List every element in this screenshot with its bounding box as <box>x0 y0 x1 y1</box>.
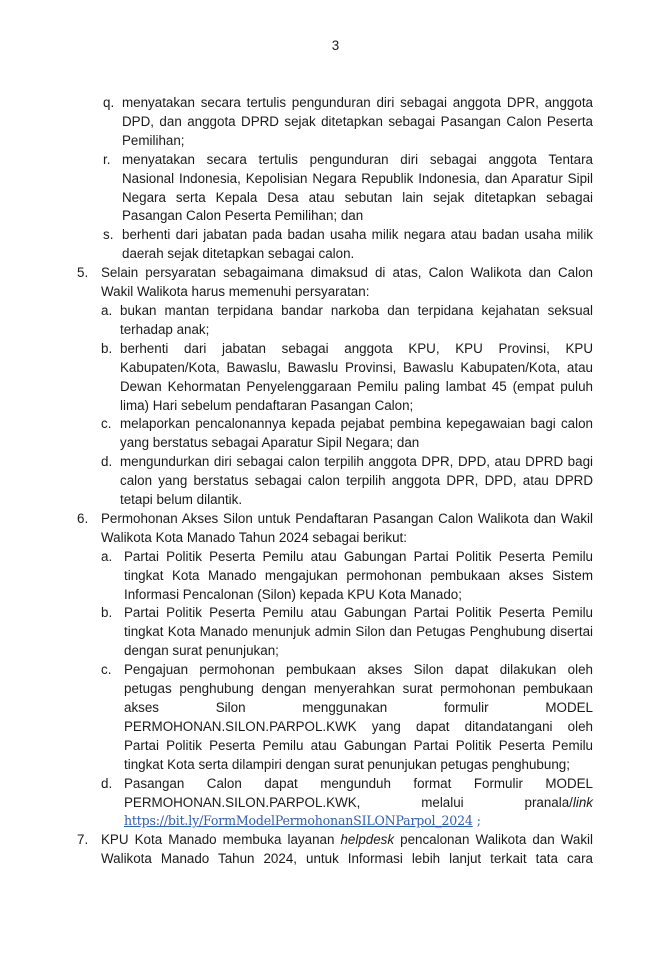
list-marker: b. <box>101 340 113 356</box>
text-line: menyatakan secara tertulis pengunduran diri sebagai anggota Tentara <box>122 151 593 167</box>
list-item-5b <box>101 340 593 416</box>
text-line: dengan surat penunjukan; <box>124 643 279 659</box>
text-line: bukan mantan terpidana bandar narkoba dan terpidana kejahatan seksual <box>120 302 593 318</box>
list-marker: a. <box>101 548 113 564</box>
text-line: Walikota Kota Manado Tahun 2024 sebagai berikut: <box>101 529 407 545</box>
list-marker: s. <box>103 227 114 243</box>
list-item-6a <box>101 548 593 605</box>
text-line: DPD, dan anggota DPRD sejak ditetapkan sebagai Pasangan Calon Peserta <box>122 113 593 129</box>
text-line: tingkat Kota Manado menunjuk admin Silon dan Petugas Penghubung disertai <box>124 624 593 640</box>
text-line: petugas penghubung dengan menyerahkan surat permohonan pembukaan <box>124 681 593 697</box>
form-download-link[interactable]: https://bit.ly/FormModelPermohonanSILONParpol_2024 <box>124 813 473 829</box>
text-line: Wakil Walikota harus memenuhi persyaratan: <box>101 284 370 300</box>
text-line: Walikota Manado Tahun 2024, untuk Informasi lebih lanjut terkait tata cara <box>101 851 593 867</box>
text-line: terhadap anak; <box>120 321 210 337</box>
text-line: Kabupaten/Kota, Bawaslu, Bawaslu Provinsi, Bawaslu Kabupaten/Kota, atau <box>120 359 593 375</box>
text-line: Informasi Pencalonan (Silon) kepada KPU Kota Manado; <box>124 586 462 602</box>
text-line: Negara serta Kepala Desa atau sebutan lain sejak ditetapkan sebagai <box>122 189 593 205</box>
text-line: menyatakan secara tertulis pengunduran diri sebagai anggota DPR, anggota <box>122 95 593 110</box>
list-marker: 7. <box>77 832 89 848</box>
text-line: Partai Politik Peserta Pemilu atau Gabungan Partai Politik Peserta Pemilu <box>124 605 593 621</box>
list-marker: b. <box>101 605 113 621</box>
text-line: Pasangan Calon dapat mengunduh format Formulir MODEL <box>124 775 593 791</box>
list-marker: c. <box>101 662 112 678</box>
text-line: Pemilihan; <box>122 132 185 148</box>
list-item-5 <box>77 264 593 510</box>
text-line: Partai Politik Peserta Pemilu atau Gabungan Partai Politik Peserta Pemilu <box>124 548 593 564</box>
text-line: Dewan Kehormatan Penyelenggaraan Pemilu paling lambat 45 (empat puluh <box>120 378 593 394</box>
page-number: 3 <box>331 38 340 53</box>
continued-list <box>103 94 593 264</box>
list-item-5d <box>101 453 593 510</box>
text-line: berhenti dari jabatan sebagai anggota KPU, KPU Provinsi, KPU <box>120 340 593 356</box>
text-line: tetapi belum dilantik. <box>120 492 243 508</box>
list-marker: 6. <box>77 510 89 526</box>
text-line: Pengajuan permohonan pembukaan akses Silon dapat dilakukan oleh <box>124 662 593 678</box>
text-line: tingkat Kota Manado mengajukan permohonan pembukaan akses Sistem <box>124 567 593 583</box>
list-marker: d. <box>101 454 113 470</box>
text-line: berhenti dari jabatan pada badan usaha milik negara atau badan usaha milik <box>122 227 593 243</box>
list-item-5a <box>101 302 593 340</box>
list-item-s <box>103 226 593 264</box>
text-line: https://bit.ly/FormModelPermohonanSILONParpol_2024 ; <box>124 813 481 829</box>
list-item-7 <box>77 831 593 869</box>
text-line: PERMOHONAN.SILON.PARPOL.KWK, melalui pranala/link <box>124 794 593 810</box>
list-item-q <box>103 94 593 151</box>
document-body <box>77 94 593 869</box>
list-item-6 <box>77 510 593 831</box>
list-marker: a. <box>101 302 113 318</box>
list-item-6c <box>101 661 593 774</box>
helpdesk-term: helpdesk <box>340 832 395 848</box>
list-marker: r. <box>103 151 111 167</box>
text-line: Pasangan Calon Peserta Pemilihan; dan <box>122 208 364 224</box>
text-line: Permohonan Akses Silon untuk Pendaftaran Pasangan Calon Walikota dan Wakil <box>101 510 593 526</box>
text-line: KPU Kota Manado membuka layanan helpdesk pencalonan Walikota dan Wakil <box>101 832 593 848</box>
text-line: akses Silon menggunakan formulir MODEL <box>124 700 593 715</box>
text-line: calon yang berstatus sebagai calon terpilih anggota DPR, DPD, atau DPRD <box>120 473 593 489</box>
list-item-5c <box>101 415 593 453</box>
list-marker: c. <box>101 416 112 432</box>
text-line: lima) Hari sebelum pendaftaran Pasangan Calon; <box>120 397 414 413</box>
text-line: Partai Politik Peserta Pemilu atau Gabungan Partai Politik Peserta Pemilu <box>124 737 593 753</box>
list-marker: 5. <box>77 265 89 281</box>
link-word: link <box>572 794 593 810</box>
text-line: melaporkan pencalonannya kepada pejabat pembina kepegawaian bagi calon <box>120 416 593 432</box>
list-marker: d. <box>101 775 113 791</box>
text-line: mengundurkan diri sebagai calon terpilih anggota DPR, DPD, atau DPRD bagi <box>120 454 593 470</box>
text-line: Nasional Indonesia, Kepolisian Negara Republik Indonesia, dan Aparatur Sipil <box>122 170 593 186</box>
text-line: tingkat Kota serta dilampiri dengan surat penunjukan petugas penghubung; <box>124 756 570 772</box>
list-marker: q. <box>103 95 115 110</box>
text-line: yang berstatus sebagai Aparatur Sipil Negara; dan <box>120 435 420 451</box>
list-item-6d <box>101 775 593 832</box>
list-item-6b <box>101 604 593 661</box>
text-line: daerah sejak ditetapkan sebagai calon. <box>122 246 355 262</box>
text-line: PERMOHONAN.SILON.PARPOL.KWK yang dapat ditandatangani oleh <box>124 718 593 734</box>
list-item-r <box>103 151 593 227</box>
text-line: Selain persyaratan sebagaimana dimaksud di atas, Calon Walikota dan Calon <box>101 265 593 281</box>
